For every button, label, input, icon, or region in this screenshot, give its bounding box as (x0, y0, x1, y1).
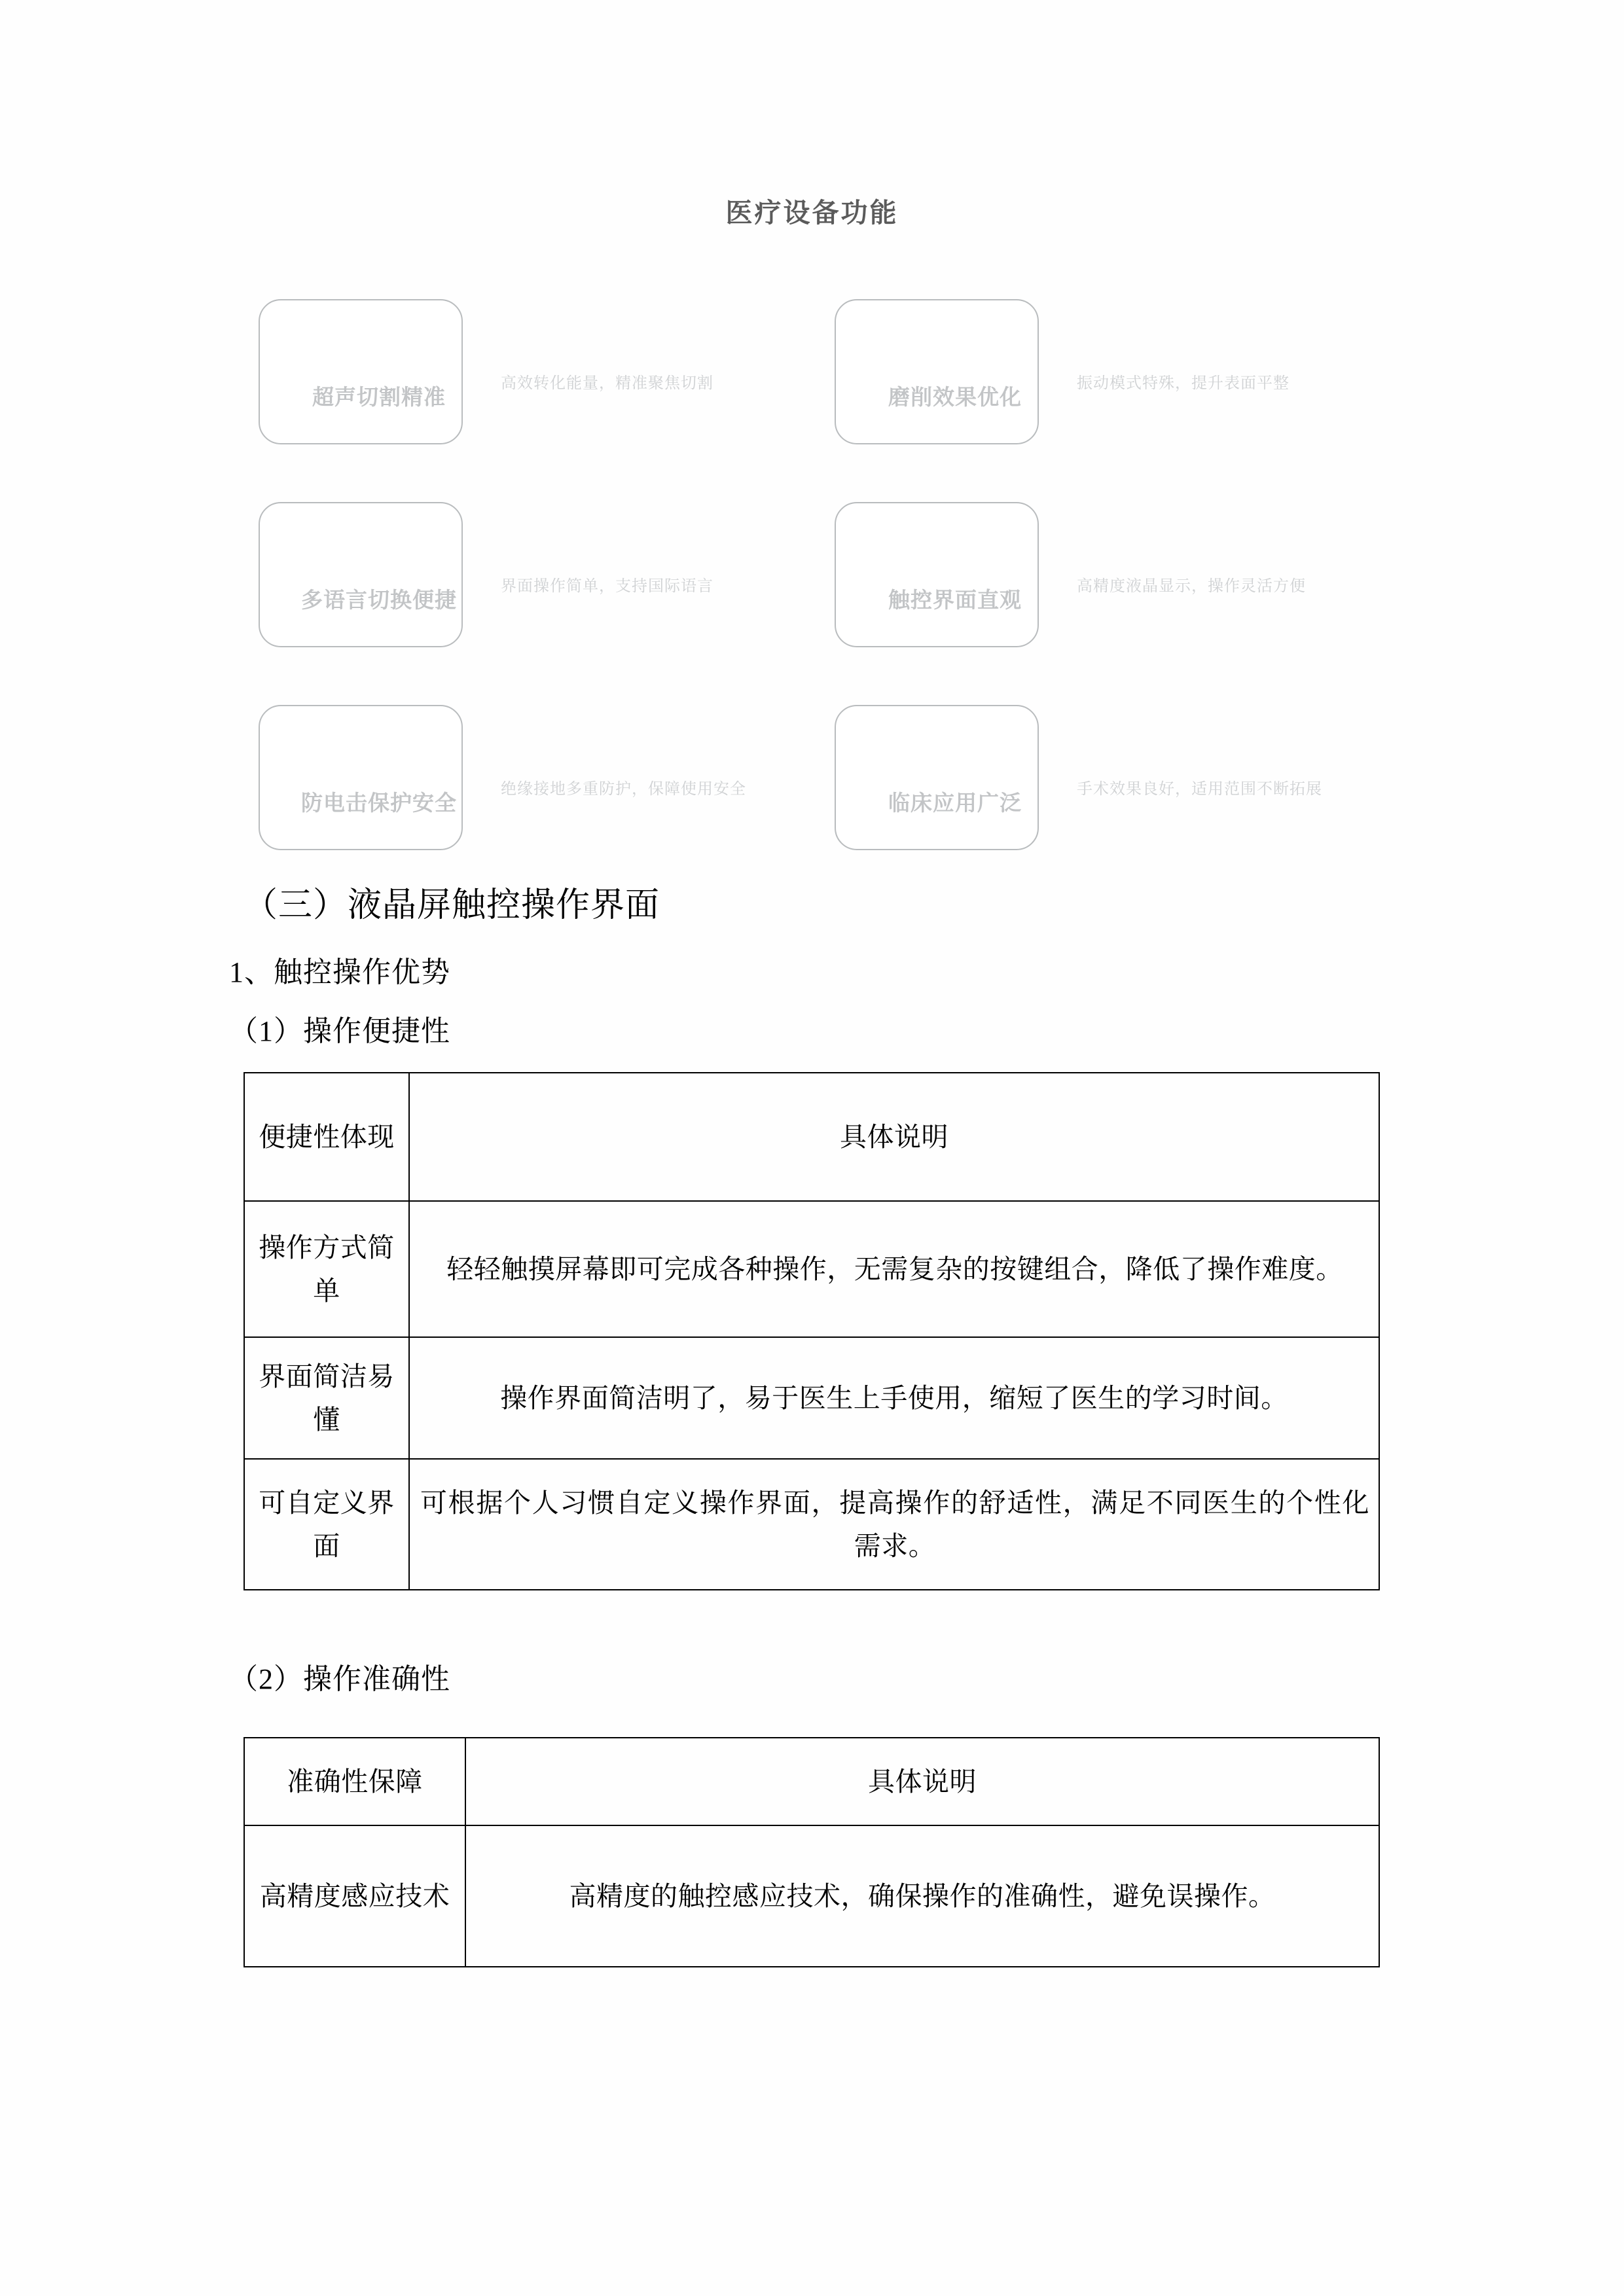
feature-card-label: 磨削效果优化 (888, 385, 1022, 409)
feature-row (259, 704, 1371, 906)
feature-card[interactable] (835, 705, 1039, 850)
feature-row (259, 501, 1371, 704)
subsection-heading-1: 1、触控操作优势 (229, 956, 450, 988)
table-cell-key: 高精度感应技术 (244, 1825, 465, 1967)
feature-card-label: 超声切割精准 (312, 385, 446, 409)
feature-row (259, 298, 1371, 501)
feature-card-label: 多语言切换便捷 (301, 588, 457, 612)
feature-description: 高精度液晶显示，操作灵活方便 (1077, 577, 1306, 595)
table-cell-key: 操作方式简单 (244, 1201, 409, 1337)
table-cell-key: 界面简洁易懂 (244, 1337, 409, 1459)
table-cell-description: 轻轻触摸屏幕即可完成各种操作，无需复杂的按键组合，降低了操作难度。 (409, 1201, 1379, 1337)
table-cell-description: 可根据个人习惯自定义操作界面，提高操作的舒适性，满足不同医生的个性化需求。 (409, 1459, 1379, 1590)
feature-item[interactable] (259, 298, 835, 446)
feature-item[interactable] (835, 501, 1411, 649)
feature-description: 界面操作简单，支持国际语言 (501, 577, 713, 595)
feature-item[interactable] (259, 501, 835, 649)
feature-item[interactable] (835, 704, 1411, 852)
table-row (244, 1825, 1379, 1967)
table-column-header: 便捷性体现 (244, 1073, 409, 1201)
feature-item[interactable] (835, 298, 1411, 446)
table-header-row (244, 1738, 1379, 1825)
feature-description: 振动模式特殊，提升表面平整 (1077, 374, 1290, 392)
feature-card[interactable] (835, 502, 1039, 647)
diagram-title: 医疗设备功能 (725, 198, 899, 228)
table-row (244, 1201, 1379, 1337)
table-column-header: 具体说明 (465, 1738, 1379, 1825)
feature-card-label: 防电击保护安全 (301, 791, 457, 815)
feature-diagram (259, 298, 1371, 854)
feature-card-label: 临床应用广泛 (888, 791, 1022, 815)
feature-card-label: 触控界面直观 (888, 588, 1022, 612)
table-row (244, 1459, 1379, 1590)
table-row (244, 1337, 1379, 1459)
feature-description: 高效转化能量，精准聚焦切割 (501, 374, 713, 392)
table-header-row (244, 1073, 1379, 1201)
feature-item[interactable] (259, 704, 835, 852)
feature-card[interactable] (259, 299, 463, 444)
table-cell-description: 高精度的触控感应技术，确保操作的准确性，避免误操作。 (465, 1825, 1379, 1967)
section-heading: （三）液晶屏触控操作界面 (244, 887, 660, 924)
subsection-heading-1-1: （1）操作便捷性 (229, 1015, 450, 1047)
feature-description: 手术效果良好，适用范围不断拓展 (1077, 780, 1322, 798)
feature-card[interactable] (259, 705, 463, 850)
feature-description: 绝缘接地多重防护，保障使用安全 (501, 780, 746, 798)
feature-card[interactable] (259, 502, 463, 647)
feature-card[interactable] (835, 299, 1039, 444)
table-convenience (244, 1072, 1380, 1590)
table-accuracy (244, 1737, 1380, 1967)
table-column-header: 具体说明 (409, 1073, 1379, 1201)
table-cell-key: 可自定义界面 (244, 1459, 409, 1590)
table-cell-description: 操作界面简洁明了，易于医生上手使用，缩短了医生的学习时间。 (409, 1337, 1379, 1459)
table-column-header: 准确性保障 (244, 1738, 465, 1825)
subsection-heading-1-2: （2）操作准确性 (229, 1663, 450, 1695)
